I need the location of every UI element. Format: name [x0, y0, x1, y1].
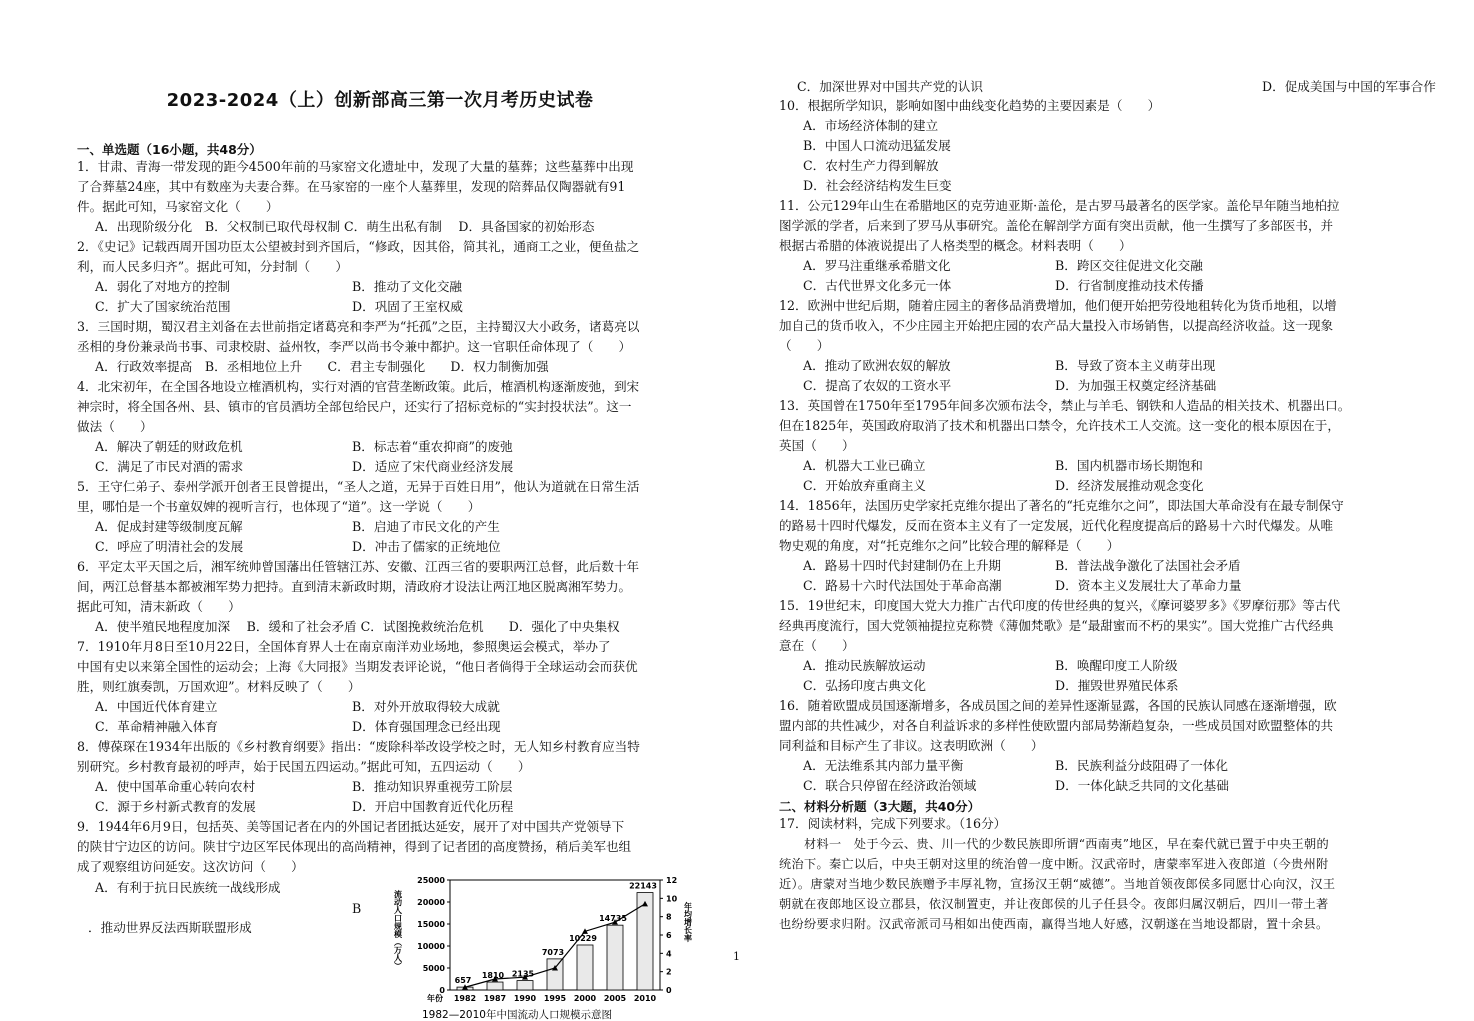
question-line: 丞相的身份兼录尚书事、司隶校尉、益州牧，李严以尚书令兼中都护。这一官职任命体现了（ ）	[77, 339, 632, 354]
x-tick-label: 1995	[543, 994, 567, 1003]
option: B．民族利益分歧阻碍了一体化	[1055, 758, 1228, 773]
y-tick-label-right: 2	[666, 967, 672, 977]
option-line: A．使半殖民地程度加深 B．缓和了社会矛盾 C．试图挽救统治危机 D．强化了中央集权	[95, 619, 620, 634]
bar-data-label: 14735	[599, 914, 627, 924]
question-line: （ ）	[779, 338, 830, 353]
option: D．摧毁世界殖民体系	[1055, 678, 1179, 693]
option: B．对外开放取得较大成就	[352, 699, 500, 714]
question-line: 根据古希腊的体液说提出了人格类型的概念。材料表明（ ）	[779, 238, 1132, 253]
question-line: 但在1825年，英国政府取消了技术和机器出口禁令，允许技术工人交流。这一变化的根本原因在于，	[779, 418, 1340, 433]
question-line: 别研究。乡村教育最初的呼声，始于民国五四运动。”据此可知，五四运动（ ）	[77, 759, 531, 774]
option: C．路易十六时代法国处于革命高潮	[803, 578, 1002, 593]
option: D．一体化缺乏共同的文化基础	[1055, 778, 1229, 793]
option: B．跨区交往促进文化交融	[1055, 258, 1203, 273]
chart-title: 1982—2010年中国流动人口规模示意图	[422, 1009, 612, 1021]
option: A．推动了欧洲农奴的解放	[803, 358, 951, 373]
option: C．开始放弃重商主义	[803, 478, 926, 493]
x-tick-label: 1990	[513, 994, 537, 1003]
x-tick-label: 1982	[453, 994, 477, 1003]
option: D．巩固了王室权威	[352, 299, 463, 314]
question-line: 件。据此可知，马家窑文化（ ）	[77, 199, 279, 214]
option: C．农村生产力得到解放	[803, 158, 939, 173]
option: A．促成封建等级制度瓦解	[95, 519, 243, 534]
option: D．为加强王权奠定经济基础	[1055, 378, 1217, 393]
question-line: 里，哪怕是一个书童奴婢的视听言行，也体现了“道”。这一学说（ ）	[77, 499, 481, 514]
option: C．源于乡村新式教育的发展	[95, 799, 256, 814]
question-line: 经典再度流行，国大党领袖提拉克称赞《薄伽梵歌》是“最甜蜜而不朽的果实”。国大党推广古代经典	[779, 618, 1334, 633]
question-line: 同利益和目标产生了非议。这表明欧洲（ ）	[779, 738, 1044, 753]
option: D．资本主义发展壮大了革命力量	[1055, 578, 1242, 593]
material-line: 也纷纷要求归附。汉武帝派司马相如出使西南，赢得当地人好感，汉朝遂在当地设都尉，置十余县。	[779, 917, 1329, 931]
x-axis-label: 年份	[427, 994, 443, 1003]
question-line: 3．三国时期，蜀汉君主刘备在去世前指定诸葛亮和李严为“托孤”之臣，主持蜀汉大小政务，诸葛亮以	[77, 319, 640, 334]
option: C．呼应了明清社会的发展	[95, 539, 244, 554]
bar-data-label: 2135	[511, 969, 535, 979]
section-heading-single-choice: 一、单选题（16小题，共48分）	[77, 142, 262, 157]
x-tick-label: 2005	[603, 994, 627, 1003]
question-line: 9．1944年6月9日，包括英、美等国记者在内的外国记者团抵达延安，展开了对中国共产党领导下	[77, 819, 625, 834]
option-line: A．行政效率提高 B．丞相地位上升 C．君主专制强化 D．权力制衡加强	[95, 359, 549, 374]
question-line: 15．19世纪末，印度国大党大力推广古代印度的传世经典的复兴，《摩诃婆罗多》《罗摩衍那》等古代	[779, 598, 1340, 613]
material-line: 朝就在夜郎地区设立郡县，依汉制置吏，并让夜郎侯的儿子任县令。夜郎归属汉朝后，四川一带土著	[779, 897, 1329, 911]
option: A．中国近代体育建立	[95, 699, 218, 714]
question-line: 图学派的学者，后来到了罗马从事研究。盖伦在解剖学方面有突出贡献，他一生撰写了多部医书，并	[779, 218, 1334, 233]
option: C．革命精神融入体育	[95, 719, 218, 734]
y-tick-label-left: 15000	[417, 920, 445, 929]
question-line: 做法（ ）	[77, 419, 153, 434]
y-tick-label-left: 10000	[417, 942, 445, 951]
option: D．适应了宋代商业经济发展	[352, 459, 514, 474]
bar	[547, 959, 563, 990]
question-line: 16．随着欧盟成员国逐渐增多，各成员国之间的差异性逐渐显露，各国的民族认同感在逐渐增强，欧	[779, 698, 1337, 713]
option: C．古代世界文化多元一体	[803, 278, 952, 293]
option: D．促成美国与中国的军事合作	[1262, 79, 1436, 94]
option: C．弘扬印度古典文化	[803, 678, 926, 693]
question-line: 4．北宋初年，在全国各地设立榷酒机构，实行对酒的官营垄断政策。此后，榷酒机构逐渐废弛，到宋	[77, 379, 640, 394]
option: A．机器大工业已确立	[803, 458, 926, 473]
option: C．联合只停留在经济政治领域	[803, 778, 977, 793]
option: A．弱化了对地方的控制	[95, 279, 231, 294]
material-line: 近）。唐蒙对当地少数民族赠予丰厚礼物，宣扬汉王朝“威德”。当地首领夜郎侯多同愿廿心向汉，汉王	[779, 877, 1336, 891]
bar	[577, 945, 593, 990]
y-tick-label-right: 8	[666, 912, 672, 922]
question-line: 13．英国曾在1750年至1795年间多次颁布法令，禁止与羊毛、钢铁和人造品的相关技术、机器出口。	[779, 398, 1351, 413]
option: D．社会经济结构发生巨变	[803, 178, 952, 193]
option: A．路易十四时代封建制仍在上升期	[803, 558, 1002, 573]
question-line: 据此可知，清末新政（ ）	[77, 599, 241, 614]
bar-data-label: 7073	[541, 947, 565, 957]
population-chart	[390, 870, 700, 1021]
page-number: 1	[733, 950, 740, 963]
y-axis-label-right: 年均增长率	[683, 902, 693, 942]
y-tick-label-right: 6	[666, 931, 672, 940]
option: B．标志着“重农抑商”的废弛	[352, 439, 513, 454]
option: B．唤醒印度工人阶级	[1055, 658, 1178, 673]
x-tick-label: 2010	[633, 994, 657, 1003]
question-line: 间，两江总督基本都被湘军势力把持。直到清末新政时期，清政府才设法让两江地区脱离湘军势力。	[77, 579, 632, 594]
bar	[607, 925, 623, 990]
option: B．导致了资本主义萌芽出现	[1055, 358, 1216, 373]
y-tick-label-left: 20000	[417, 898, 445, 907]
question-line: 胜，则红旗奏凯，万国欢迎”。材料反映了（ ）	[77, 679, 361, 694]
page-right	[733, 0, 1474, 1021]
option: C．加深世界对中国共产党的认识	[797, 79, 983, 94]
question-line: 7．1910年月8日至10月22日，全国体育界人士在南京南洋劝业场地，参照奥运会模式，举办了	[77, 639, 611, 654]
option: D．行省制度推动技术传播	[1055, 278, 1204, 293]
option: A．市场经济体制的建立	[803, 118, 939, 133]
material-line: 材料一 处于今云、贵、川一代的少数民族即所谓“西南夷”地区，早在秦代就已置于中央王朝的	[779, 837, 1330, 851]
question-line: 利，而人民多归齐”。据此可知，分封制（ ）	[77, 259, 348, 274]
question-line: 1．甘肃、青海一带发现的距今4500年前的马家窑文化遗址中，发现了大量的墓葬；这些墓葬中出现	[77, 159, 634, 174]
option: B．启迪了市民文化的产生	[352, 519, 500, 534]
question-line: 的路易十四时代爆发，反而在资本主义有了一定发展，近代化程度提高后的路易十六时代爆发。从唯	[779, 518, 1334, 533]
question-line: 英国（ ）	[779, 438, 855, 453]
option: B．推动知识界重视劳工阶层	[352, 779, 513, 794]
material-line: 统治下。秦亡以后，中央王朝对这里的统治曾一度中断。汉武帝时，唐蒙率军进入夜郎道（今贵州附	[779, 857, 1329, 871]
x-tick-label: 2000	[573, 994, 597, 1003]
option: C．提高了农奴的工资水平	[803, 378, 952, 393]
question-line: 17．阅读材料，完成下列要求。（16分）	[779, 816, 1007, 831]
option: B．推动了文化交融	[352, 279, 463, 294]
bar-data-label: 1810	[481, 971, 505, 981]
option: A．使中国革命重心转向农村	[95, 779, 256, 794]
bar-data-label: 657	[454, 976, 472, 986]
option-line: A．出现阶级分化 B．父权制已取代母权制 C．萌生出私有制 D．具备国家的初始形态	[95, 219, 595, 234]
y-tick-label-left: 5000	[422, 964, 445, 973]
y-tick-label-right: 10	[666, 894, 678, 904]
option: B．国内机器市场长期饱和	[1055, 458, 1203, 473]
option: C．扩大了国家统治范围	[95, 299, 231, 314]
question-line: 意在（ ）	[779, 638, 855, 653]
section-heading-material-analysis: 二、材料分析题（3大题，共40分）	[779, 799, 981, 814]
option: D．体育强国理念已经出现	[352, 719, 501, 734]
option: ．推动世界反法西斯联盟形成	[88, 920, 252, 935]
option: A．推动民族解放运动	[803, 658, 926, 673]
y-axis-label-left: 流动人口规模（万人）	[393, 890, 403, 970]
question-line: 物史观的角度，对“托克维尔之问”比较合理的解释是（ ）	[779, 538, 1120, 553]
y-tick-label-right: 12	[666, 876, 678, 885]
question-line: 加自己的货币收入，不少庄园主开始把庄园的农产品大量投入市场销售，以提高经济收益。这一现象	[779, 318, 1334, 333]
question-line: 神宗时，将全国各州、县、镇市的官员酒坊全部包给民户，还实行了招标竞标的“实封投状法”。这一	[77, 399, 632, 414]
question-line: 12．欧洲中世纪后期，随着庄园主的奢侈品消费增加，他们便开始把劳役地租转化为货币地租，以增	[779, 298, 1337, 313]
question-line: 8．傅葆琛在1934年出版的《乡村教育纲要》指出：“废除科举改设学校之时，无人知乡村教育应当特	[77, 739, 640, 754]
question-line: 6．平定太平天国之后，湘军统帅曾国藩出任管辖江苏、安徽、江西三省的要职两江总督，此后数十年	[77, 559, 640, 574]
option: D．冲击了儒家的正统地位	[352, 539, 501, 554]
question-line: 5．王守仁弟子、泰州学派开创者王艮曾提出，“圣人之道，无异于百姓日用”，他认为道就在日常生活	[77, 479, 640, 494]
question-line: 盟内部的共性减少，对各自利益诉求的多样性使欧盟内部局势渐趋复杂，一些成员国对欧盟整体的共	[779, 718, 1334, 733]
y-tick-label-left: 0	[439, 986, 445, 995]
question-line: 11．公元129年山生在希腊地区的克劳迪亚斯·盖伦，是古罗马最著名的医学家。盖伦早年随当地柏拉	[779, 198, 1340, 213]
option: A．罗马注重继承希腊文化	[803, 258, 951, 273]
option: A．解决了朝廷的财政危机	[95, 439, 243, 454]
y-tick-label-right: 4	[666, 949, 672, 959]
bar	[517, 981, 533, 990]
option: D．经济发展推动观念变化	[1055, 478, 1204, 493]
y-tick-label-left: 25000	[417, 876, 445, 885]
option: A．有利于抗日民族统一战线形成	[95, 880, 281, 895]
option: C．满足了市民对酒的需求	[95, 459, 244, 474]
bar	[487, 982, 503, 990]
question-line: 中国有史以来第全国性的运动会；上海《大同报》当期发表评论说，“他日者倘得于全球运动会而获优	[77, 659, 638, 674]
option: B．中国人口流动迅猛发展	[803, 138, 951, 153]
exam-title: 2023-2024（上）创新部高三第一次月考历史试卷	[166, 90, 594, 111]
y-tick-label-right: 0	[666, 986, 672, 995]
bar-data-label: 22143	[629, 881, 657, 891]
question-line: 的陕甘宁边区的访问。陕甘宁边区军民体现出的高尚精神，得到了记者团的高度赞扬，稍后美军也组	[77, 839, 632, 854]
option: A．无法维系其内部力量平衡	[803, 758, 964, 773]
option: D．开启中国教育近代化历程	[352, 799, 514, 814]
question-line: 成了观察组访问延安。这次访问（ ）	[77, 859, 304, 874]
bar-data-label: 10229	[569, 933, 597, 943]
option: B．普法战争激化了法国社会矛盾	[1055, 558, 1241, 573]
question-line: 14．1856年，法国历史学家托克维尔提出了著名的“托克维尔之问”，即法国大革命没有在最专制保守	[779, 498, 1344, 513]
question-line: 10．根据所学知识，影响如图中曲线变化趋势的主要因素是（ ）	[779, 98, 1161, 113]
question-line: 了合葬墓24座，其中有数座为夫妻合葬。在马家窑的一座个人墓葬里，发现的陪葬品仅陶器就有91	[77, 179, 626, 194]
question-line: 2．《史记》记载西周开国功臣太公望被封到齐国后，“修政，因其俗，简其礼，通商工之业，便鱼盐之	[77, 239, 640, 254]
x-tick-label: 1987	[483, 994, 507, 1003]
option-letter: B	[352, 901, 362, 916]
